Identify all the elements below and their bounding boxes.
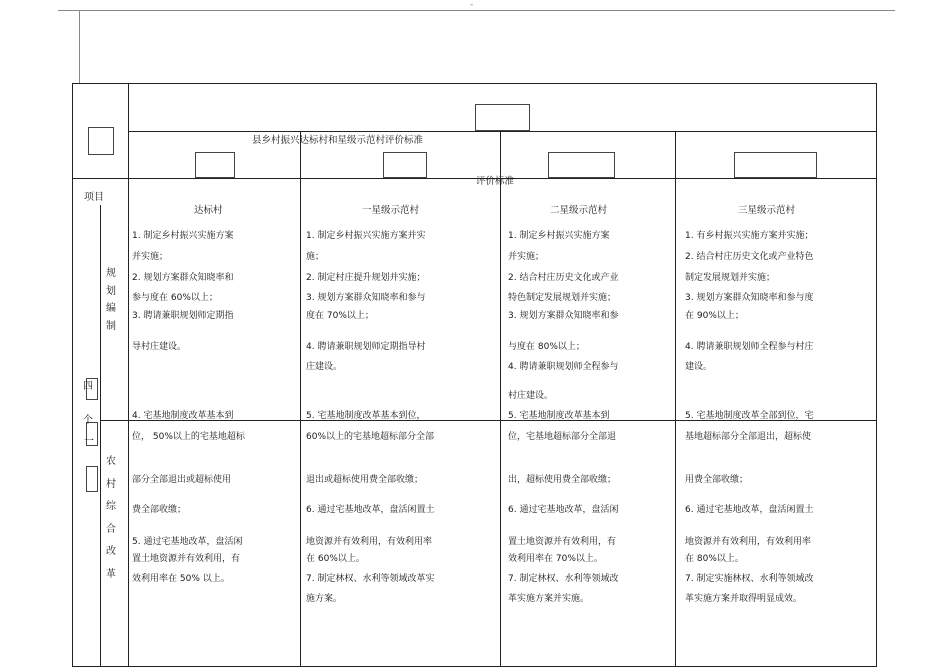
top-rule	[58, 10, 895, 11]
cell-line: 度在 70%以上；	[306, 311, 374, 321]
placeholder-box-top	[475, 104, 530, 131]
cell-line: 庄建设。	[306, 362, 343, 372]
cell-line: 4. 宅基地制度改革基本到	[132, 411, 234, 421]
cell-line: 3. 规划方案群众知晓率和参与	[306, 293, 426, 303]
cell-line: 效利用率在 70%以上。	[508, 554, 603, 564]
cell-line: 效利用率在 50% 以上。	[132, 574, 230, 584]
project-column-divider	[128, 83, 129, 667]
cell-line: 5. 通过宅基地改革，盘活闲	[132, 537, 243, 547]
cell-line: 2. 结合村庄历史文化或产业特色	[685, 252, 814, 262]
cell-line: 2. 规划方案群众知晓率和	[132, 273, 234, 283]
table-bottom-border	[72, 666, 877, 667]
column-header-standard: 达标村	[194, 205, 223, 216]
cell-line: 6. 通过宅基地改革，盘活闲置土	[685, 505, 814, 515]
table-top-border	[72, 83, 877, 84]
cell-line: 地资源并有效利用，有效利用率	[306, 537, 433, 547]
sub-label-divider	[100, 205, 101, 667]
cell-line: 出，超标使用费全部收缴；	[508, 475, 617, 485]
cell-line: 6. 通过宅基地改革，盘活闲置土	[306, 505, 435, 515]
cell-line: 1. 制定乡村振兴实施方案	[508, 231, 610, 241]
page-title: 县乡村振兴达标村和星级示范村评价标准	[252, 135, 424, 146]
cell-line: 在 60%以上。	[306, 554, 365, 564]
column-divider-2	[500, 131, 501, 667]
placeholder-box-left	[88, 127, 114, 155]
cell-line: 4. 聘请兼职规划师定期指导村	[306, 342, 426, 352]
cell-line: 费全部收缴；	[132, 505, 187, 515]
cell-line: 位，宅基地超标部分全部退	[508, 432, 617, 442]
title-row-divider	[128, 131, 876, 132]
column-divider-1	[300, 131, 301, 667]
placeholder-box-col3	[548, 152, 615, 178]
placeholder-box-col2	[383, 152, 427, 178]
column-header-three-star: 三星级示范村	[738, 205, 796, 216]
cell-line: 革实施方案并实施。	[508, 594, 590, 604]
cell-line: 3. 规划方案群众知晓率和参与度	[685, 293, 814, 303]
cell-line: 4. 聘请兼职规划师全程参与村庄	[685, 342, 814, 352]
cell-line: 建设。	[685, 362, 713, 372]
cell-line: 60%以上的宅基地超标部分全部	[306, 432, 435, 442]
cell-line: 在 80%以上。	[685, 554, 744, 564]
cell-line: 5. 宅基地制度改革全部到位，宅	[685, 411, 814, 421]
cell-line: 位， 50%以上的宅基地超标	[132, 432, 245, 442]
cell-line: 与度在 80%以上；	[508, 342, 585, 352]
cell-line: 导村庄建设。	[132, 342, 187, 352]
cell-line: 1. 制定乡村振兴实施方案并实	[306, 231, 426, 241]
top-left-rule	[79, 10, 80, 83]
table-right-border	[876, 83, 877, 667]
cell-line: 村庄建设。	[508, 391, 554, 401]
cell-line: 1. 制定乡村振兴实施方案	[132, 231, 234, 241]
cell-line: 7. 制定林权、水利等领域改革实	[306, 574, 435, 584]
cell-line: 部分全部退出或超标使用	[132, 475, 232, 485]
cell-line: 3. 聘请兼职规划师定期指	[132, 311, 234, 321]
row-label-reform: 农村综合改革	[106, 456, 116, 580]
group-label: 四个	[83, 381, 93, 426]
cell-line: 3. 规划方案群众知晓率和参	[508, 311, 619, 321]
project-label: 项目	[84, 192, 104, 203]
cell-line: 制定发展规划并实施；	[685, 273, 776, 283]
cell-line: 基地超标部分全部退出，超标使	[685, 432, 812, 442]
cell-line: 6. 通过宅基地改革，盘活闲	[508, 505, 619, 515]
table-left-border	[72, 83, 73, 667]
cell-line: 施；	[306, 252, 325, 262]
cell-line: 在 90%以上；	[685, 311, 744, 321]
cell-line: 1. 有乡村振兴实施方案并实施；	[685, 231, 814, 241]
cell-line: 4. 聘请兼职规划师全程参与	[508, 362, 619, 372]
header-row-divider	[72, 178, 877, 179]
cell-line: 施方案。	[306, 594, 343, 604]
column-header-two-star: 二星级示范村	[550, 205, 608, 216]
cell-line: 2. 结合村庄历史文化或产业	[508, 273, 619, 283]
placeholder-box-col4	[734, 152, 817, 178]
cell-line: 革实施方案并取得明显成效。	[685, 594, 803, 604]
cell-line: 地资源并有效利用，有效利用率	[685, 537, 812, 547]
cell-line: 7. 制定实施林权、水利等领域改	[685, 574, 814, 584]
cell-line: 5. 宅基地制度改革基本到位，	[306, 411, 426, 421]
eval-header: 评价标准	[476, 176, 515, 187]
column-divider-3	[675, 131, 676, 667]
cell-line: 置土地资源并有效利用，有	[508, 537, 617, 547]
cell-line: 并实施；	[508, 252, 545, 262]
cell-line: 特色制定发展规划并实施；	[508, 293, 617, 303]
row-label-planning: 规划编制	[106, 268, 116, 332]
cell-line: 2. 制定村庄提升规划并实施；	[306, 273, 426, 283]
cell-line: 退出或超标使用费全部收缴；	[306, 475, 424, 485]
cell-line: 参与度在 60%以上；	[132, 293, 218, 303]
cell-line: 用费全部收缴；	[685, 475, 749, 485]
cell-line: 并实施；	[132, 252, 169, 262]
group-label-cut: 一	[84, 436, 94, 447]
placeholder-box-col1	[195, 152, 235, 178]
cell-line: 7. 制定林权、水利等领域改	[508, 574, 619, 584]
top-mark: -	[470, 0, 474, 10]
cell-line: 5. 宅基地制度改革基本到	[508, 411, 610, 421]
column-header-one-star: 一星级示范村	[362, 205, 420, 216]
placeholder-box-side-3	[86, 466, 98, 492]
cell-line: 置土地资源并有效利用，有	[132, 554, 241, 564]
